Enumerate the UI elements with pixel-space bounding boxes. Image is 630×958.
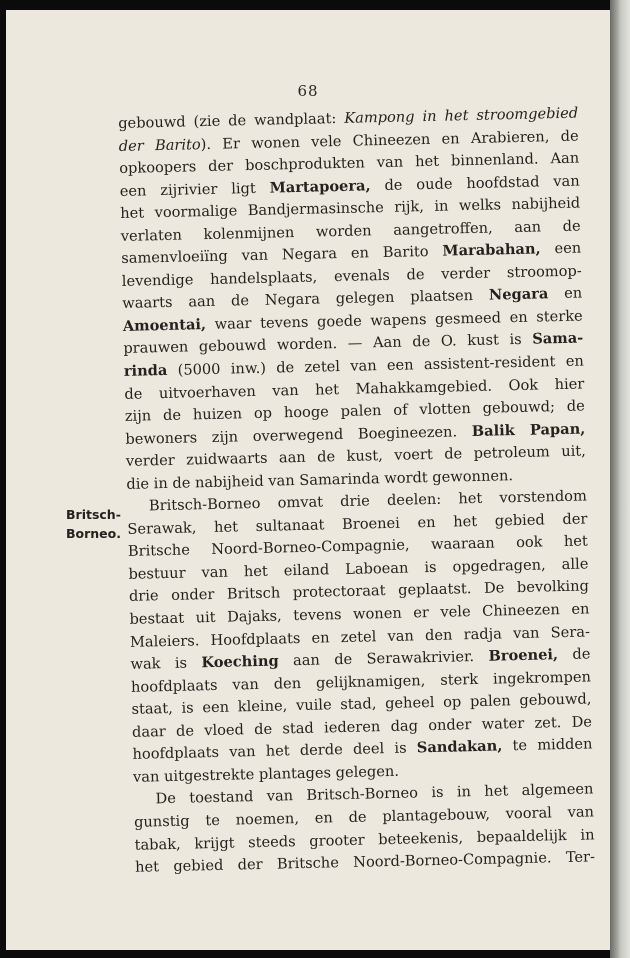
text-segment: bestuur van het eiland Laboean is opgedragen, alle [128,555,589,583]
text-segment: een zijrivier ligt [119,179,270,200]
text-segment: (5000 inw.) de zetel van een assistent-resident en [167,352,584,379]
page-number: 68 [297,82,319,100]
text-segment: gunstig te noemen, en de plantagebouw, vooral van [133,803,595,831]
book-page [6,10,610,950]
text-segment: de [557,645,591,664]
place-name: Amoentai, [122,315,207,335]
margin-note [66,505,121,543]
text-segment: samenvloeiïng van Negara en Barito [121,242,443,268]
text-segment: waar tevens goede wapens gesmeed en sterke [205,307,583,333]
text-segment: van uitgestrekte plantages gelegen. [132,762,400,786]
text-segment: die in de nabijheid van Samarinda wordt gewonnen. [126,466,514,493]
body-text [118,103,595,880]
text-segment: Serawak, het sultanaat Broenei en het gebied der [127,510,588,538]
italic-reference: Kampong in het stroomgebied [344,104,579,127]
place-name: Marabahan, [442,240,541,260]
place-name: rinda [123,361,168,380]
place-name: Sandakan, [416,737,503,757]
text-segment: de uitvoerhaven van het Mahakkamgebied. Ook hier [124,375,585,403]
text-segment: het voormalige Bandjermasinsche rijk, in welks nabijheid [120,194,581,223]
text-segment: bestaat uit Dajaks, tevens wonen er vele Chineezen en [129,600,590,628]
margin-note-line: Britsch- [66,507,121,522]
text-segment: wak is [130,654,202,673]
text-segment: verder zuidwaarts aan de kust, voert de petroleum uit, [125,442,586,471]
place-name: Koeching [201,652,279,672]
text-segment: gebouwd (zie de wandplaat: [118,109,345,132]
text-segment: prauwen gebouwd worden. — Aan de O. kust is [123,331,533,358]
italic-reference: der Barito [118,135,201,155]
place-name: Negara [488,285,549,305]
text-segment: de oude hoofdstad van [370,172,580,194]
text-segment: levendige handelsplaats, evenals de verder stroomop- [121,262,582,290]
text-segment: hoofdplaats van den gelijknamigen, sterk ingekrompen [130,668,592,696]
text-segment: opkoopers der boschprodukten van het binnenland. Aan [119,149,580,178]
text-segment: De toestand van Britsch-Borneo is in het algemeen [155,780,594,808]
text-segment: Britsch-Borneo omvat drie deelen: het vorstendom [148,487,588,515]
text-segment: ). Er wonen vele Chineezen en Arabieren, de [200,127,579,153]
text-segment: staat, is een kleine, vuile stad, geheel op palen gebouwd, [131,690,592,719]
text-segment: te midden [502,735,593,755]
text-segment: waarts aan de Negara gelegen plaatsen [122,287,490,313]
text-segment: zijn de huizen op hooge palen of vlotten gebouwd; de [124,397,585,426]
text-segment: het gebied der Britsche Noord-Borneo-Compagnie. Ter- [134,848,596,876]
place-name: Balik Papan, [471,420,586,440]
place-name: Broenei, [488,646,559,665]
text-segment: daar de vloed de stad iederen dag onder water zet. De [131,713,593,741]
text-segment: en [548,284,583,303]
place-name: Martapoera, [269,176,371,197]
margin-note-line: Borneo. [66,526,121,541]
book-spine-edge [610,0,630,958]
text-segment: tabak, krijgt steeds grooter beteekenis, bepaaldelijk in [134,825,595,854]
text-segment: verlaten kolenmijnen worden aangetroffen, aan de [120,217,581,245]
text-segment: een [540,239,582,258]
place-name: Sama- [532,329,584,349]
text-segment: Maleiers. Hoofdplaats en zetel van den radja van Sera- [129,623,591,651]
text-segment: drie onder Britsch protectoraat geplaatst. De bevolking [128,577,590,606]
text-segment: hoofdplaats van het derde deel is [132,739,418,764]
text-segment: Britsche Noord-Borneo-Compagnie, waaraan ook het [127,532,589,561]
text-segment: aan de Serawakrivier. [278,647,489,670]
text-segment: bewoners zijn overwegend Boegineezen. [125,422,472,448]
